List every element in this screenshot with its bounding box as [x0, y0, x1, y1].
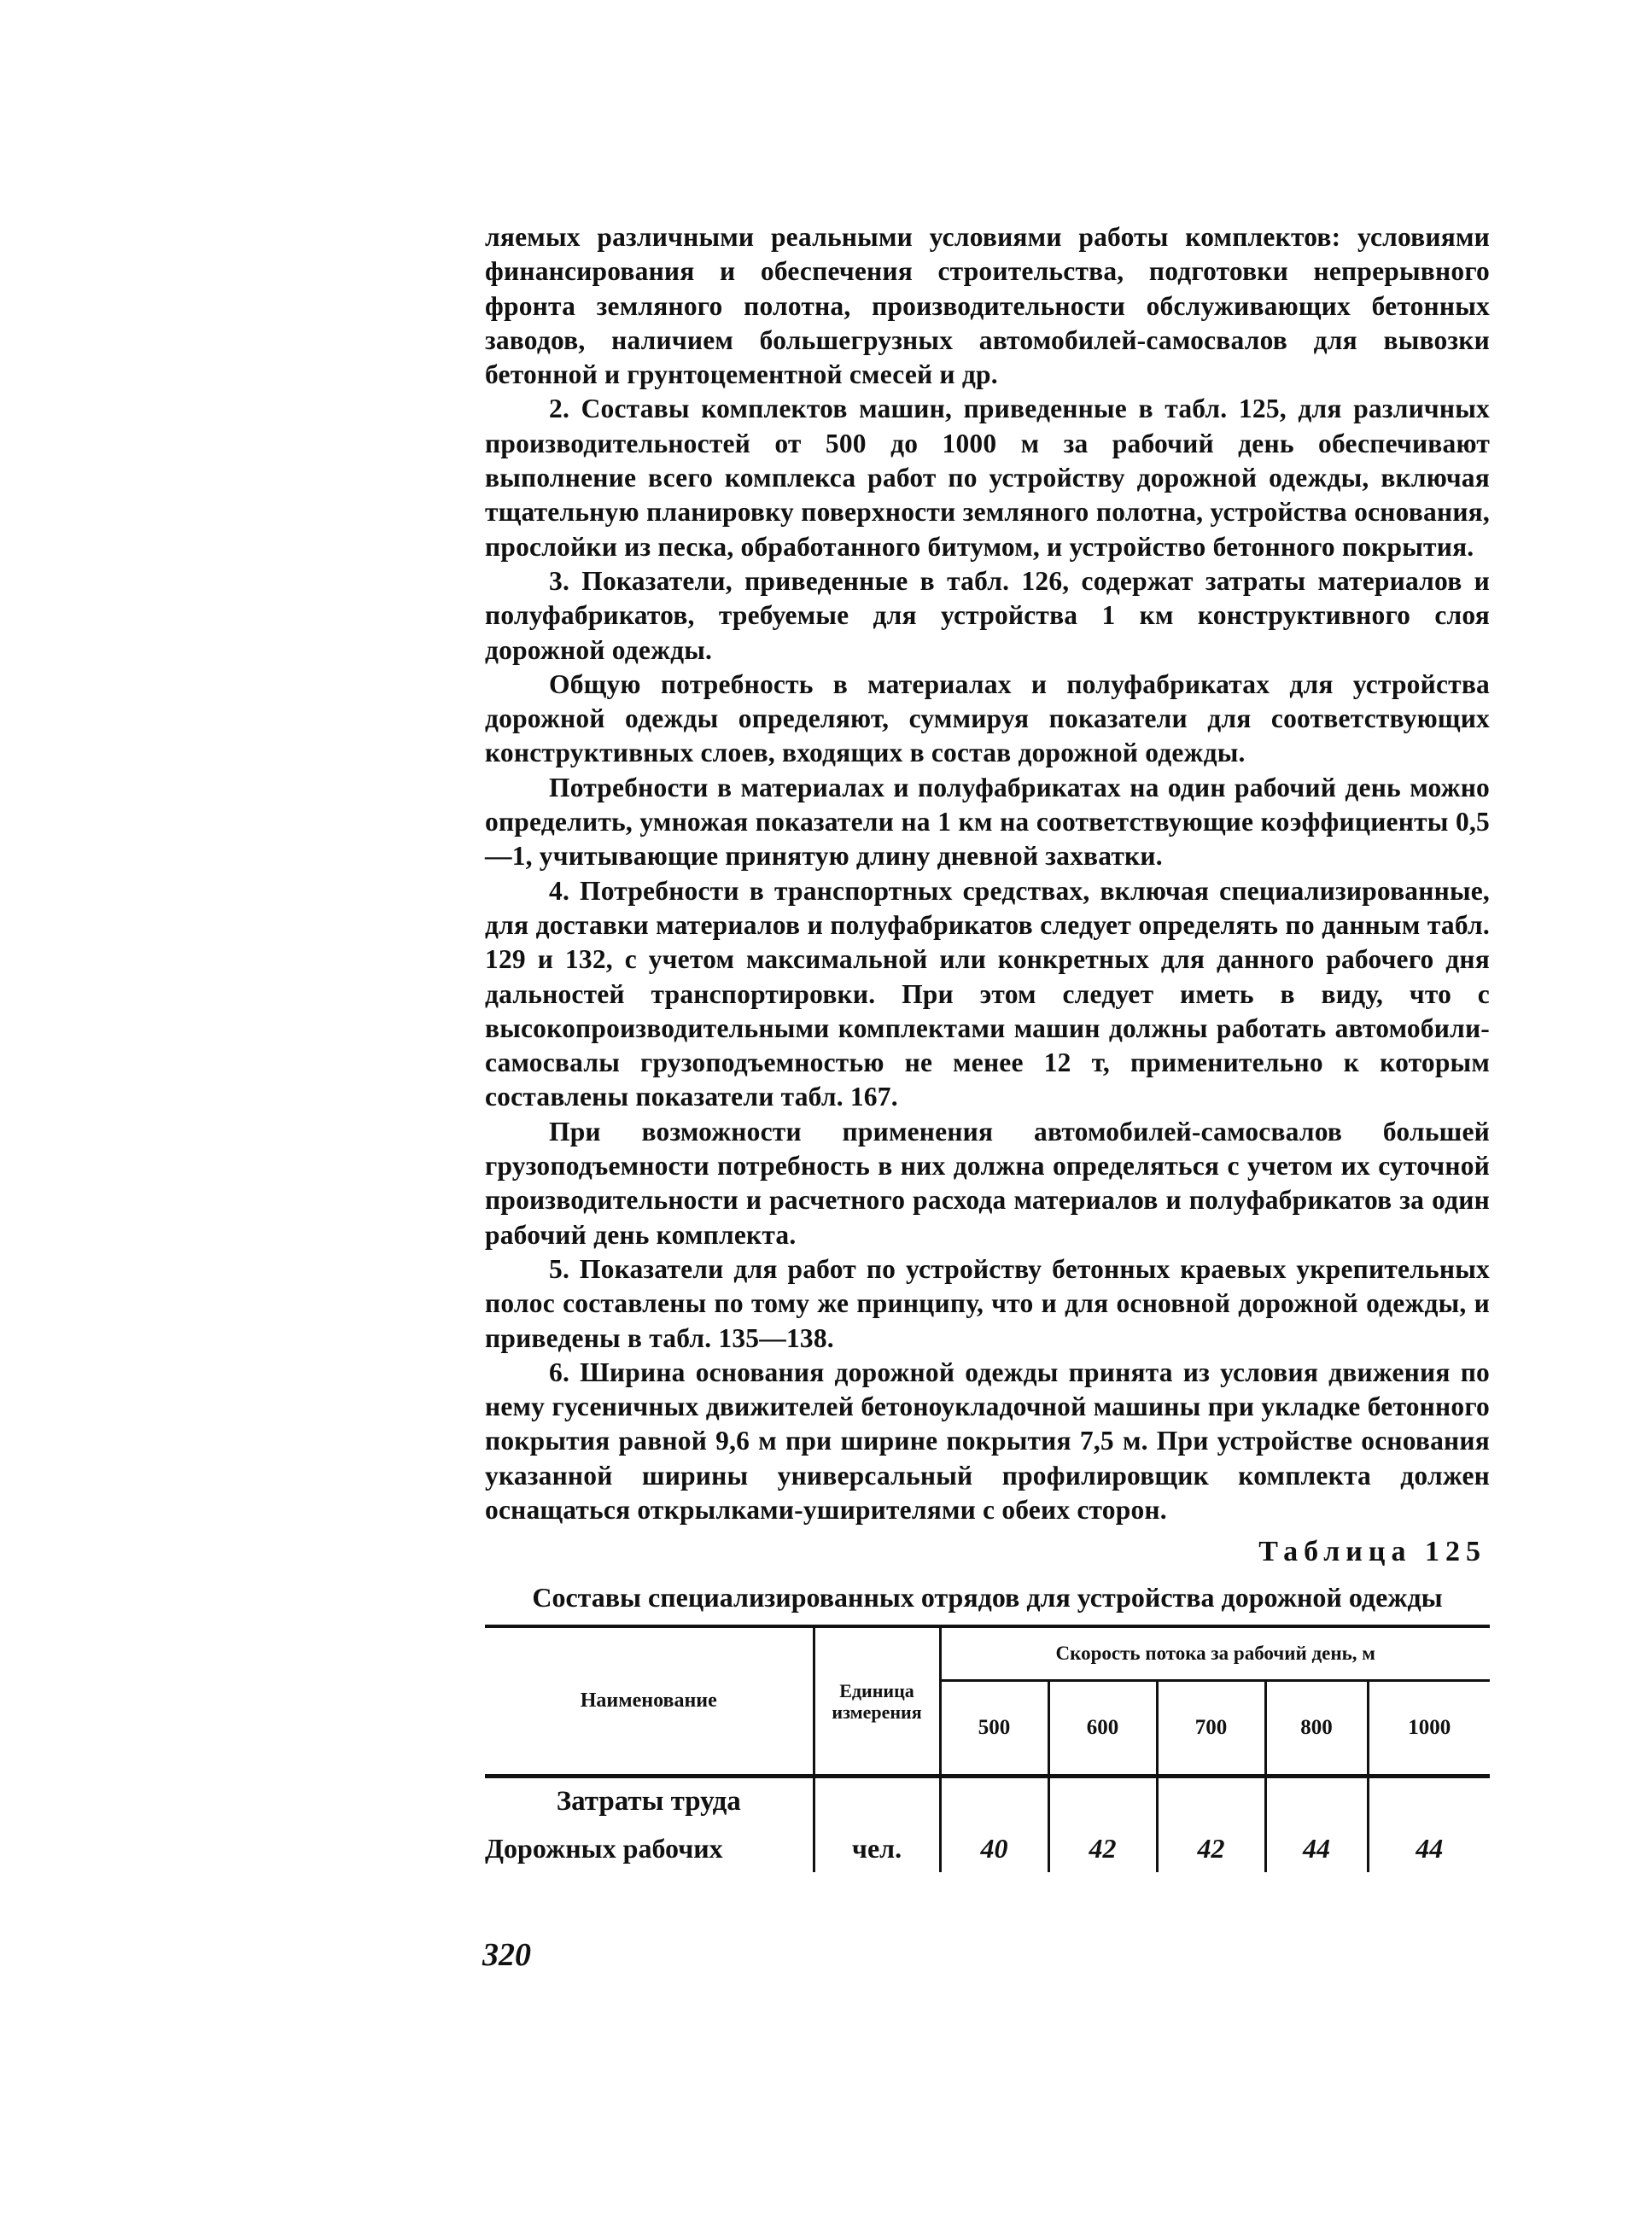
table-title: Составы специализированных отрядов для устройства дорожной одежды [532, 1582, 1443, 1614]
crew-composition-table [485, 1625, 1490, 1872]
column-header-name: Наименование [485, 1626, 814, 1777]
body-text [485, 220, 1490, 1527]
paragraph-2: 2. Составы комплектов машин, приведенные в табл. 125, для различных производительностей от 500 до 1000 м за рабочий день обеспечивают выполнение всего комплекса работ по устройству дорожной одежды, включая тщательную планировку поверхности земляного полотна, устройства основания, прослойки из песка, обработанного битумом, и устройство бетонного покрытия. [485, 394, 1490, 562]
page-number: 320 [482, 1937, 531, 1973]
row-value-700: 42 [1157, 1825, 1265, 1872]
row-value-500: 40 [940, 1825, 1048, 1872]
paragraph-6: 6. Ширина основания дорожной одежды принята из условия движения по нему гусеничных движителей бетоноукладочной машины при укладке бетонного покрытия равной 9,6 м при ширине покрытия 7,5 м. При устройстве основания указанной ширины универсальный профилировщик комплекта должен оснащаться открылками-уширителями с обеих сторон. [485, 1357, 1490, 1525]
table-label: Таблица 125 [1258, 1536, 1486, 1568]
paragraph-5: 5. Показатели для работ по устройству бетонных краевых укрепительных полос составлены по тому же принципу, что и для основной дорожной одежды, и приведены в табл. 135—138. [485, 1253, 1490, 1353]
column-header-speed-700: 700 [1157, 1681, 1265, 1777]
paragraph-3-daily: Потребности в материалах и полуфабрикатах на один рабочий день можно определить, умножая показатели на 1 км на соответствующие коэффициенты 0,5—1, учитывающие принятую длину дневной захватки. [485, 772, 1490, 872]
page-content [485, 220, 1490, 1872]
table-row [485, 1825, 1490, 1872]
column-header-speed-1000: 1000 [1368, 1681, 1490, 1777]
row-unit: чел. [814, 1825, 940, 1872]
paragraph-continuation: ляемых различными реальными условиями работы комплектов: условиями финансирования и обеспечения строительства, подготовки непрерывного фронта земляного полотна, производительности обслуживающих бетонных заводов, наличием большегрузных автомобилей-самосвалов для вывозки бетонной и грунтоцементной смесей и др. [485, 222, 1490, 390]
column-header-speed-600: 600 [1048, 1681, 1157, 1777]
paragraph-3-total: Общую потребность в материалах и полуфабрикатах для устройства дорожной одежды определяют, суммируя показатели для соответствующих конструктивных слоев, входящих в состав дорожной одежды. [485, 668, 1490, 768]
row-value-600: 42 [1048, 1825, 1157, 1872]
column-header-unit: Единица измерения [814, 1626, 940, 1777]
category-label: Затраты труда [485, 1777, 814, 1826]
row-name: Дорожных рабочих [485, 1825, 814, 1872]
paragraph-4-capacity: При возможности применения автомобилей-самосвалов большей грузоподъемности потребность в них должна определяться с учетом их суточной производительности и расчетного расхода материалов и полуфабрикатов за один рабочий день комплекта. [485, 1116, 1490, 1250]
column-header-speed-800: 800 [1265, 1681, 1368, 1777]
column-header-speed-group: Скорость потока за рабочий день, м [940, 1626, 1490, 1681]
column-header-speed-500: 500 [940, 1681, 1048, 1777]
table-category-row [485, 1777, 1490, 1826]
paragraph-4: 4. Потребности в транспортных средствах, включая специализированные, для доставки материалов и полуфабрикатов следует определять по данным табл. 129 и 132, с учетом максимальной или конкретных для данного рабочего дня дальностей транспортировки. При этом следует иметь в виду, что с высокопроизводительными комплектами машин должны работать автомобили-самосвалы грузоподъемностью не менее 12 т, применительно к которым составлены показатели табл. 167. [485, 875, 1490, 1112]
paragraph-3: 3. Показатели, приведенные в табл. 126, содержат затраты материалов и полуфабрикатов, требуемые для устройства 1 км конструктивного слоя дорожной одежды. [485, 565, 1490, 665]
row-value-1000: 44 [1416, 1833, 1444, 1864]
row-value-800: 44 [1265, 1825, 1368, 1872]
